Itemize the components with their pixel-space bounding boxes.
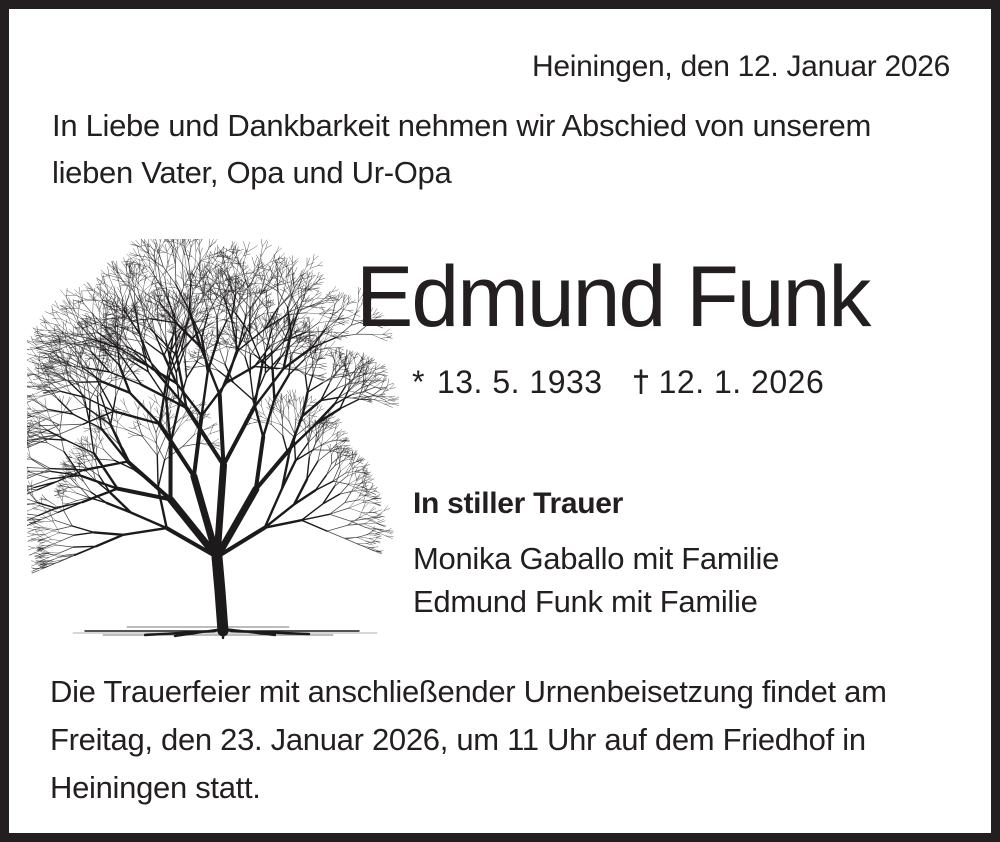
funeral-line-2: Freitag, den 23. Januar 2026, um 11 Uhr auf dem Friedhof in xyxy=(50,722,866,757)
mourner-name: Edmund Funk mit Familie xyxy=(413,584,758,619)
funeral-line-3: Heiningen statt. xyxy=(50,770,261,805)
dateline: Heiningen, den 12. Januar 2026 xyxy=(531,50,950,83)
life-dates xyxy=(412,365,824,400)
birth-date: 13. 5. 1933 xyxy=(436,364,603,400)
mourner-name: Monika Gaballo mit Familie xyxy=(413,541,780,576)
funeral-line-1: Die Trauerfeier mit anschließender Urnenbeisetzung findet am xyxy=(50,674,887,709)
mourning-heading: In stiller Trauer xyxy=(413,487,623,520)
birth-star-symbol: * xyxy=(412,364,425,400)
death-date-group xyxy=(633,365,825,400)
cross-icon xyxy=(633,368,649,396)
bare-tree-illustration xyxy=(27,239,399,653)
intro-line-1: In Liebe und Dankbarkeit nehmen wir Abschied von unserem xyxy=(52,108,871,143)
deceased-name: Edmund Funk xyxy=(356,249,870,345)
intro-line-2: lieben Vater, Opa und Ur-Opa xyxy=(52,155,452,190)
funeral-announcement xyxy=(50,668,887,812)
death-date: 12. 1. 2026 xyxy=(658,364,825,400)
intro-text xyxy=(52,102,871,196)
